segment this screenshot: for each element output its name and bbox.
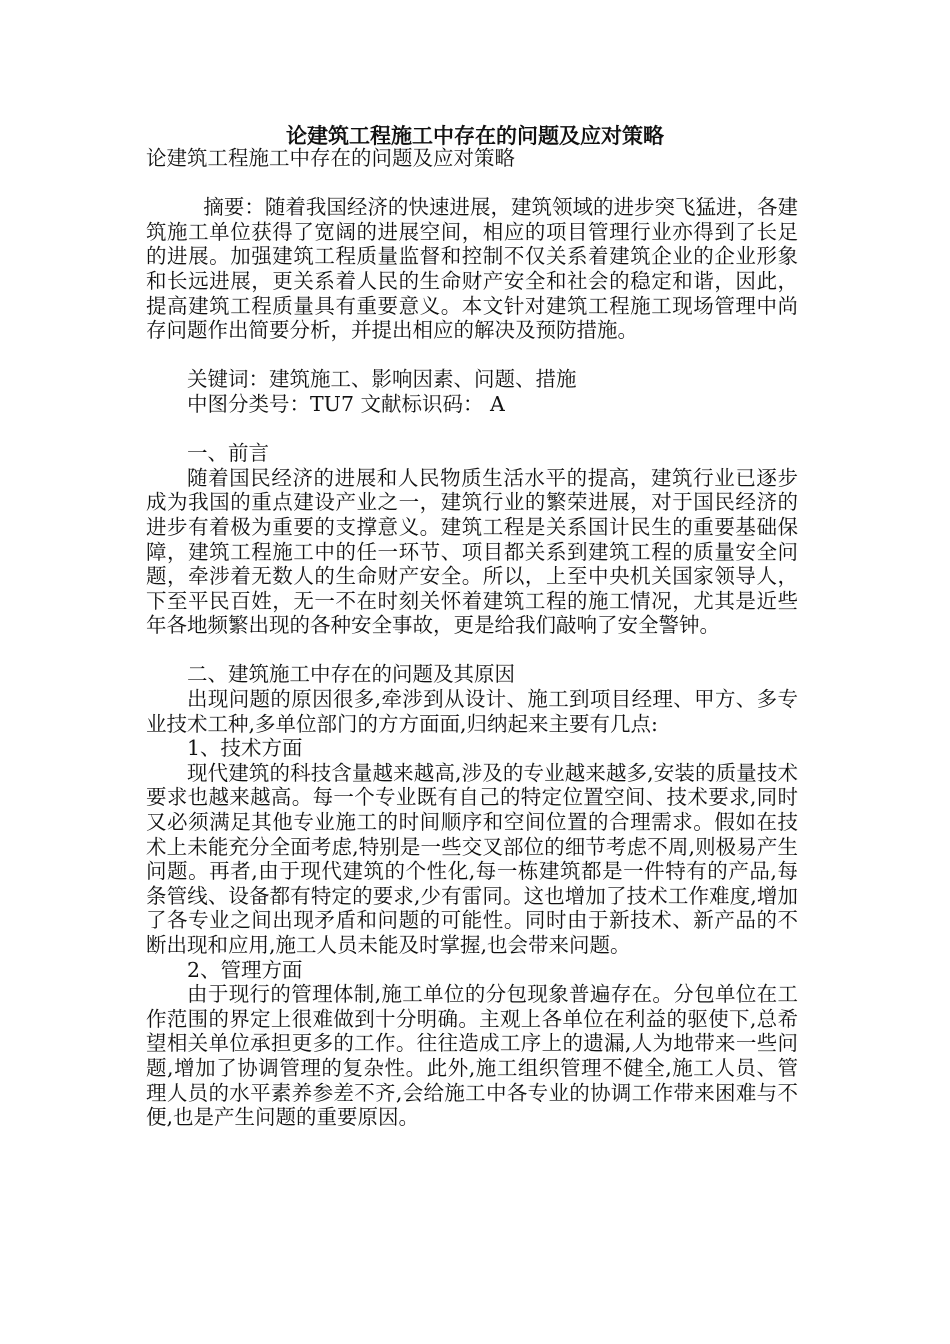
classification-line: 中图分类号：TU7 文献标识码： A [187,391,505,416]
subsection-heading-management: 2、管理方面 [187,957,303,982]
keywords-line: 关键词：建筑施工、影响因素、问题、措施 [187,367,577,392]
technical-paragraph: 现代建筑的科技含量越来越高,涉及的专业越来越多,安装的质量技术要求也越来越高。每一个专业既有自己的特定位置空间、技术要求,同时又必须满足其他专业施工的时间顺序和空间位置的合理需求。假如在技术上未能充分全面考虑,特别是一些交叉部位的细节考虑不周,则极易产生问题。再者,由于现代建筑的个性化,每一栋建筑都是一件特有的产品,每条管线、设备都有特定的要求,少有雷同。这也增加了技术工作难度,增加了各专业之间出现矛盾和问题的可能性。同时由于新技术、新产品的不断出现和应用,施工人员未能及时掌握,也会带来问题。 [146,760,798,957]
abstract-paragraph: 摘要：随着我国经济的快速进展，建筑领域的进步突飞猛进，各建筑施工单位获得了宽阔的进展空间，相应的项目管理行业亦得到了长足的进展。加强建筑工程质量监督和控制不仅关系着建筑企业的企业形象和长远进展，更关系着人民的生命财产安全和社会的稳定和谐，因此，提高建筑工程质量具有重要意义。本文针对建筑工程施工现场管理中尚存问题作出简要分析，并提出相应的解决及预防措施。 [146,195,798,343]
spacer [146,171,798,196]
preface-paragraph: 随着国民经济的进展和人民物质生活水平的提高，建筑行业已逐步成为我国的重点建设产业之一，建筑行业的繁荣进展，对于国民经济的进步有着极为重要的支撑意义。建筑工程是关系国计民生的重要基础保障，建筑工程施工中的任一环节、项目都关系到建筑工程的质量安全问题，牵涉着无数人的生命财产安全。所以，上至中央机关国家领导人，下至平民百姓，无一不在时刻关怀着建筑工程的施工情况，尤其是近些年各地频繁出现的各种安全事故，更是给我们敲响了安全警钟。 [146,465,798,638]
document-subtitle: 论建筑工程施工中存在的问题及应对策略 [146,146,515,170]
problems-intro-paragraph: 出现问题的原因很多,牵涉到从设计、施工到项目经理、甲方、多专业技术工种,多单位部门的方方面面,归纳起来主要有几点: [146,687,798,736]
section-heading-problems: 二、建筑施工中存在的问题及其原因 [187,662,515,687]
spacer [146,343,798,368]
spacer [146,417,798,442]
management-paragraph: 由于现行的管理体制,施工单位的分包现象普遍存在。分包单位在工作范围的界定上很难做到十分明确。主观上各单位在利益的驱使下,总希望相关单位承担更多的工作。往往造成工序上的遗漏,人为地带来一些问题,增加了协调管理的复杂性。此外,施工组织管理不健全,施工人员、管理人员的水平素养参差不齐,会给施工中各专业的协调工作带来困难与不便,也是产生问题的重要原因。 [146,982,798,1130]
document-body [146,146,798,1130]
subsection-heading-technical: 1、技术方面 [187,736,303,761]
document-title: 论建筑工程施工中存在的问题及应对策略 [286,123,664,148]
section-heading-preface: 一、前言 [187,441,269,466]
spacer [146,638,798,663]
